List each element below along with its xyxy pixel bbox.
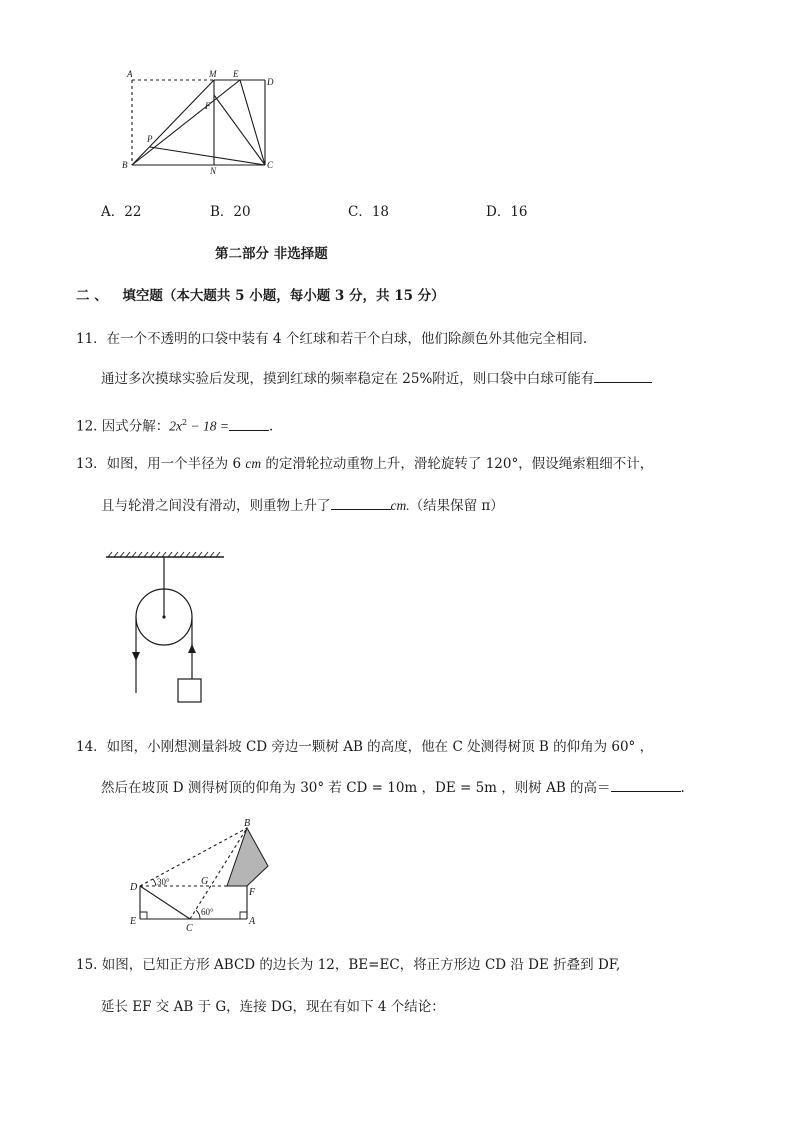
q13-line2: 且与轮滑之间没有滑动，则重物上升了 cm.（结果保留 π） xyxy=(101,498,504,514)
part2-number: 二 、 xyxy=(76,288,108,304)
q13-line1: 13．如图，用一个半径为 6 cm 的定滑轮拉动重物上升，滑轮旋转了 120°，假设绳索粗细不计， xyxy=(76,456,654,472)
q14-line2: 然后在坡顶 D 测得树顶的仰角为 30° 若 CD = 10m ，DE = 5m ，则树 AB 的高＝ . xyxy=(101,780,685,796)
label-M: M xyxy=(209,69,217,79)
label-E: E xyxy=(233,69,239,79)
choice-d: D．16 xyxy=(486,204,528,220)
label-G-fig3: G xyxy=(201,876,209,887)
label-P: P xyxy=(147,134,153,144)
label-D-fig3: D xyxy=(130,882,138,893)
label-D: D xyxy=(267,77,274,87)
angle-30-label: 30° xyxy=(157,877,170,887)
label-A-fig3: A xyxy=(249,916,256,927)
section-title: 第二部分 非选择题 xyxy=(215,246,328,262)
angle-60-label: 60° xyxy=(201,907,214,917)
label-F-fig3: F xyxy=(249,887,256,898)
label-E-fig3: E xyxy=(130,916,137,927)
label-C-fig3: C xyxy=(186,923,193,934)
q11-line1: 11．在一个不透明的口袋中装有 4 个红球和若干个白球，他们除颜色外其他完全相同. xyxy=(76,331,588,347)
q12: 12. 因式分解：$2x^2 - 18$ = . xyxy=(76,418,274,435)
label-N: N xyxy=(210,166,217,176)
part2-title: 填空题（本大题共 5 小题，每小题 3 分，共 15 分） xyxy=(122,288,445,304)
label-A: A xyxy=(127,69,133,79)
choice-b: B．20 xyxy=(210,204,251,220)
label-B: B xyxy=(122,160,128,170)
label-C: C xyxy=(267,160,274,170)
label-B-fig3: B xyxy=(244,818,251,829)
q11-line2: 通过多次摸球实验后发现，摸到红球的频率稳定在 25%附近，则口袋中白球可能有 xyxy=(101,370,652,388)
label-F: F xyxy=(205,101,211,111)
q14-line1: 14．如图，小刚想测量斜坡 CD 旁边一颗树 AB 的高度，他在 C 处测得树顶 B 的仰角为 60° ， xyxy=(76,739,654,755)
choice-c: C．18 xyxy=(348,204,390,220)
q15-line2: 延长 EF 交 AB 于 G，连接 DG，现在有如下 4 个结论： xyxy=(101,999,445,1015)
q15-line1: 15. 如图，已知正方形 ABCD 的边长为 12，BE=EC，将正方形边 CD 沿 DE 折叠到 DF, xyxy=(76,957,621,973)
choice-a: A．22 xyxy=(101,204,142,220)
